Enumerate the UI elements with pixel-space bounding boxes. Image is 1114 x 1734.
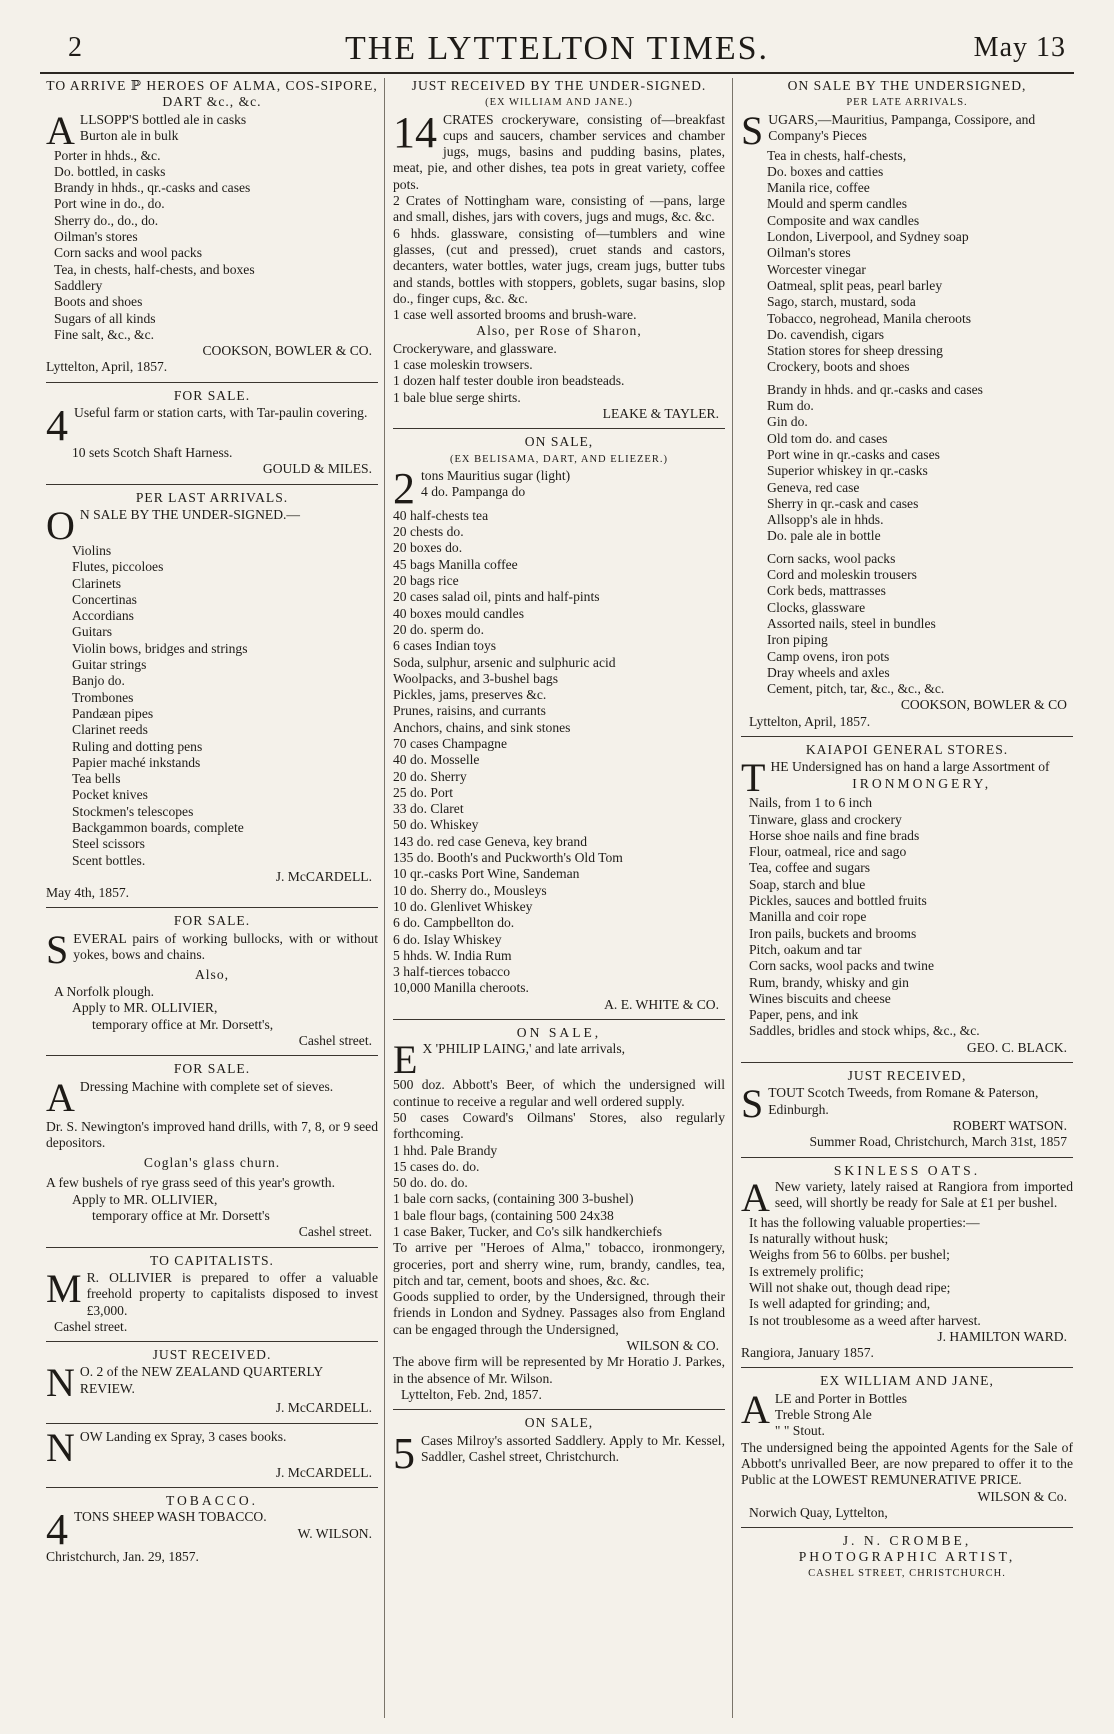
list-item: Tea, in chests, half-chests, and boxes	[54, 261, 255, 277]
column-rule	[732, 78, 733, 1718]
list-item: 1 hhd. Pale Brandy	[393, 1142, 498, 1158]
drop-cap: N	[46, 1424, 75, 1470]
list-item: Ruling and dotting pens	[72, 738, 203, 754]
ad-saddlery	[393, 1415, 725, 1478]
list-item: 3 half-tierces tobacco	[393, 964, 510, 980]
list-item: 33 do. Claret	[393, 801, 464, 817]
list-item: Violin bows, bridges and strings	[72, 640, 248, 656]
page-number: 2	[68, 32, 82, 63]
ad-heading: J. N. CROMBE,	[842, 1533, 972, 1549]
list-item: Horse shoe nails and fine brads	[749, 827, 920, 843]
ad-place-date: Norwich Quay, Lyttelton,	[749, 1504, 888, 1520]
list-item: Is well adapted for grinding; and,	[749, 1296, 931, 1312]
newspaper-title: THE LYTTELTON TIMES.	[344, 30, 770, 67]
ad-signature: J. McCARDELL.	[275, 1464, 372, 1480]
list-item: Pandæan pipes	[72, 705, 154, 721]
list-item: 1 bale blue serge shirts.	[393, 389, 521, 405]
issue-date: May 13	[973, 32, 1066, 63]
ad-text: Burton ale in bulk	[79, 127, 179, 143]
list-item: 20 do. sperm do.	[393, 621, 484, 637]
list-item: Oilman's stores	[54, 229, 138, 245]
ad-heading: SKINLESS OATS.	[833, 1162, 981, 1178]
list-item: 20 do. Sherry	[393, 768, 467, 784]
ad-heading: ON SALE BY THE UNDERSIGNED,	[787, 78, 1027, 93]
ad-text: Cashel street.	[54, 1318, 128, 1334]
ad-text: CRATES crockeryware, consisting of—breakfast cups and saucers, chamber services and chamber jugs, mugs, basins and pudding basins, plates, meat, pie, and other dishes, tea pots in great variety, coffee pots.	[393, 111, 725, 192]
ad-heading: ON SALE,	[516, 1025, 602, 1041]
list-item: 25 do. Port	[393, 784, 454, 800]
list-item: Pitch, oakum and tar	[749, 941, 862, 957]
ad-text: Also,	[194, 966, 230, 982]
ad-abbotts-ale	[741, 1373, 1073, 1521]
ad-text: The undersigned being the appointed Agents for the Sale of Abbott's unrivalled Beer, are now prepared to offer it to the Public at the LOWEST REMUNERATIVE PRICE.	[741, 1439, 1073, 1488]
list-item: Trombones	[72, 689, 134, 705]
list-item: Oilman's stores	[767, 245, 851, 261]
ad-heading: FOR SALE.	[173, 1061, 251, 1077]
ad-text: Dressing Machine with complete set of sieves.	[79, 1078, 334, 1094]
list-item: Wines biscuits and cheese	[749, 990, 891, 1006]
ad-philip-laing	[393, 1025, 725, 1403]
list-item: Accordians	[72, 608, 134, 624]
ad-text: O. 2 of the NEW ZEALAND QUARTERLY REVIEW.	[79, 1364, 323, 1396]
ad-signature: ROBERT WATSON.	[952, 1117, 1067, 1133]
list-item: 1 bale corn sacks, (containing 300 3-bushel)	[393, 1191, 634, 1207]
list-item: Scent bottles.	[72, 852, 146, 868]
ad-for-sale-carts	[46, 388, 378, 478]
list-item: Crockery, boots and shoes	[767, 359, 910, 375]
drop-cap: A	[46, 1074, 75, 1120]
list-item: Tea bells	[72, 771, 121, 787]
ad-signature: J. HAMILTON WARD.	[937, 1328, 1067, 1344]
ad-text: Coglan's glass churn.	[143, 1155, 281, 1171]
list-item: Dray wheels and axles	[767, 664, 890, 680]
ad-signature: J. McCARDELL.	[275, 1400, 372, 1416]
ad-text: Apply to MR. OLLIVIER,	[72, 1191, 218, 1207]
list-item: Oatmeal, split peas, pearl barley	[767, 277, 943, 293]
ad-text: HE Undersigned has on hand a large Assortment of	[770, 759, 1050, 775]
list-item: Corn sacks and wool packs	[54, 245, 202, 261]
list-item: 45 bags Manilla coffee	[393, 556, 518, 572]
ad-white-co	[393, 434, 725, 1013]
list-item: Port wine in do., do.	[54, 196, 165, 212]
drop-numeral: 2	[393, 463, 415, 513]
list-item: Weighs from 56 to 60lbs. per bushel;	[749, 1247, 950, 1263]
ad-text: New variety, lately raised at Rangiora from imported seed, will shortly be ready for Sale at £1 per bushel.	[774, 1178, 1073, 1211]
list-item: Pickles, jams, preserves &c.	[393, 687, 547, 703]
list-item: 1 case moleskin trowsers.	[393, 357, 533, 373]
list-item: Do. boxes and catties	[767, 163, 884, 179]
ad-heading: JUST RECEIVED,	[847, 1068, 967, 1084]
ad-signature: LEAKE & TAYLER.	[602, 405, 719, 421]
drop-cap: A	[741, 1174, 770, 1220]
ad-text: Cashel street.	[298, 1224, 372, 1240]
drop-numeral: 4	[46, 1505, 68, 1555]
drop-cap: M	[46, 1265, 82, 1311]
column-3	[741, 78, 1073, 1718]
ad-scotch-tweeds	[741, 1068, 1073, 1150]
list-item: Tea, coffee and sugars	[749, 860, 871, 876]
list-item: Paper, pens, and ink	[749, 1007, 859, 1023]
ad-text: Also, per Rose of Sharon,	[476, 323, 642, 339]
ad-text: A few bushels of rye grass seed of this year's growth.	[46, 1175, 335, 1191]
ad-subheading: (EX BELISAMA, DART, AND ELIEZER.)	[450, 453, 668, 465]
ad-heading: TOBACCO.	[165, 1493, 259, 1508]
list-item: Boots and shoes	[54, 294, 143, 310]
list-item: Will not shake out, though dead ripe;	[749, 1280, 951, 1295]
list-item: 40 do. Mosselle	[393, 752, 480, 768]
ad-tobacco	[46, 1493, 378, 1566]
ad-signature: WILSON & Co.	[977, 1488, 1067, 1504]
list-item: Port wine in qr.-casks and cases	[767, 446, 940, 462]
column-1	[46, 78, 378, 1718]
list-item: Allsopp's ale in hhds.	[767, 512, 884, 528]
ad-cookson-bowler	[741, 78, 1073, 730]
ad-text: The above firm will be represented by Mr Horatio J. Parkes, in the absence of Mr. Wilson.	[393, 1354, 725, 1386]
ad-text: TOUT Scotch Tweeds, from Romane & Paterson, Edinburgh.	[768, 1085, 1039, 1117]
ad-place-date: Rangiora, January 1857.	[741, 1345, 874, 1361]
ad-signature: COOKSON, BOWLER & CO.	[202, 343, 372, 359]
ad-heading: ON SALE,	[524, 1415, 594, 1431]
list-item: 135 do. Booth's and Puckworth's Old Tom	[393, 850, 623, 866]
list-item: Brandy in hhds., qr.-casks and cases	[54, 180, 251, 196]
ad-dressing-machine	[46, 1061, 378, 1240]
list-item: Backgammon boards, complete	[72, 819, 244, 835]
ad-text: TONS SHEEP WASH TOBACCO.	[74, 1509, 267, 1525]
list-item: Mould and sperm candles	[767, 196, 908, 212]
list-item: Flutes, piccoloes	[72, 559, 164, 575]
list-item: Gin do.	[767, 414, 808, 430]
list-item: 1 case Baker, Tucker, and Co's silk handkerchiefs	[393, 1224, 663, 1239]
list-item: Cork beds, mattrasses	[767, 583, 886, 599]
ad-heading: PER LAST ARRIVALS.	[135, 489, 289, 505]
drop-numeral: 5	[393, 1428, 415, 1478]
list-item: Do. bottled, in casks	[54, 163, 166, 179]
list-item: 2 Crates of Nottingham ware, consisting of —pans, large and small, dishes, jars with covers, jugs and mugs, &c. &c.	[393, 193, 725, 225]
ad-text: Cases Milroy's assorted Saddlery. Apply to Mr. Kessel, Saddler, Cashel street, Christchurch.	[421, 1432, 725, 1464]
list-item: 20 bags rice	[393, 573, 459, 589]
list-item: Do. pale ale in bottle	[767, 528, 881, 544]
list-item: Soap, starch and blue	[749, 876, 866, 892]
drop-cap: N	[46, 1360, 75, 1406]
list-item: Tea in chests, half-chests,	[767, 147, 907, 163]
list-item: 10 qr.-casks Port Wine, Sandeman	[393, 866, 580, 882]
ad-musical-instruments	[46, 490, 378, 902]
ad-heading: JUST RECEIVED BY THE UNDER-SIGNED.	[411, 78, 707, 93]
ad-text: Cashel street.	[298, 1032, 372, 1048]
list-item: Flour, oatmeal, rice and sago	[749, 844, 907, 860]
list-item: 1 dozen half tester double iron beadsteads.	[393, 373, 625, 389]
masthead	[40, 28, 1074, 74]
column-2	[393, 78, 725, 1718]
ad-subheading: (EX WILLIAM AND JANE.)	[485, 97, 633, 109]
ad-place-date: Lyttelton, Feb. 2nd, 1857.	[401, 1386, 542, 1402]
list-item: Saddles, bridles and stock whips, &c., &c.	[749, 1023, 980, 1039]
list-item: Sago, starch, mustard, soda	[767, 294, 916, 310]
list-item: Concertinas	[72, 591, 137, 607]
list-item: Station stores for sheep dressing	[767, 343, 943, 359]
list-item: Fine salt, &c., &c.	[54, 326, 155, 342]
drop-cap: S	[46, 926, 69, 972]
list-item: Soda, sulphur, arsenic and sulphuric acid	[393, 654, 616, 670]
list-item: Sherry in qr.-cask and cases	[767, 495, 919, 511]
ad-heading: FOR SALE.	[173, 913, 251, 929]
list-item: 143 do. red case Geneva, key brand	[393, 833, 588, 849]
ad-text: Dr. S. Newington's improved hand drills, with 7, 8, or 9 seed depositors.	[46, 1118, 378, 1150]
ad-capitalists	[46, 1253, 378, 1335]
list-item: 6 hhds. glassware, consisting of—tumblers and wine glasses, (cut and pressed), cruet stands and castors, decanters, water bottles, water jugs, cream jugs, butter tubs and stands, bottles with stoppers, goblets, sugar basins, slop do., finger cups, &c. &c.	[393, 225, 725, 306]
list-item: Is extremely prolific;	[749, 1263, 864, 1279]
ad-heading: ON SALE,	[524, 434, 594, 450]
ad-signature: J. McCARDELL.	[275, 868, 372, 884]
list-item: Is not troublesome as a weed after harvest.	[749, 1312, 981, 1328]
drop-cap: S	[741, 1081, 764, 1127]
ad-text: N SALE BY THE UNDER-SIGNED.—	[79, 506, 301, 522]
ad-text: Treble Strong Ale	[774, 1407, 872, 1423]
column-rule	[384, 78, 385, 1718]
ad-subheading: CASHEL STREET, CHRISTCHURCH.	[808, 1567, 1006, 1579]
list-item: 50 do. Whiskey	[393, 817, 479, 833]
list-item: 20 chests do.	[393, 524, 464, 540]
ad-subheading: PER LATE ARRIVALS.	[846, 97, 968, 109]
list-item: 50 cases Coward's Oilmans' Stores, also regularly forthcoming.	[393, 1109, 725, 1142]
list-item: Geneva, red case	[767, 479, 860, 495]
list-item: Corn sacks, wool packs and twine	[749, 958, 934, 974]
ad-heading: EX WILLIAM AND JANE,	[820, 1373, 994, 1389]
list-item: Brandy in hhds. and qr.-casks and cases	[767, 381, 983, 397]
ad-heading: TO CAPITALISTS.	[150, 1252, 274, 1268]
ad-kaiapoi	[741, 742, 1073, 1056]
ad-books	[46, 1424, 378, 1481]
ad-signature: GOULD & MILES.	[262, 461, 372, 477]
list-item: 500 doz. Abbott's Beer, of which the undersigned will continue to receive a regular and well ordered supply.	[393, 1077, 725, 1109]
list-item: Cement, pitch, tar, &c., &c., &c.	[767, 681, 945, 697]
list-item: Superior whiskey in qr.-casks	[767, 463, 928, 479]
list-item: Clarinet reeds	[72, 722, 148, 738]
ad-alma	[46, 78, 378, 376]
ad-text: OW Landing ex Spray, 3 cases books.	[79, 1428, 287, 1444]
drop-numeral: 4	[46, 401, 68, 451]
list-item: Composite and wax candles	[767, 212, 920, 228]
ad-signature: W. WILSON.	[297, 1525, 372, 1541]
list-item: Corn sacks, wool packs	[767, 550, 896, 566]
list-item: Rum, brandy, whisky and gin	[749, 974, 909, 990]
list-item: London, Liverpool, and Sydney soap	[767, 229, 969, 245]
list-item: Camp ovens, iron pots	[767, 648, 890, 664]
ad-crockery	[393, 78, 725, 422]
drop-cap: T	[741, 755, 766, 801]
ad-text: temporary office at Mr. Dorsett's,	[92, 1016, 274, 1032]
list-item: Pocket knives	[72, 787, 148, 803]
list-item: Guitars	[72, 624, 113, 640]
ad-heading: KAIAPOI GENERAL STORES.	[805, 741, 1009, 757]
list-item: 15 cases do. do.	[393, 1158, 480, 1174]
ad-text: To arrive per "Heroes of Alma," tobacco, ironmongery, groceries, port and sherry wine, rum, brandy, candles, tea, pitch and tar, cement, boots and shoes, &c. &c.	[393, 1240, 725, 1288]
list-item: 5 hhds. W. India Rum	[393, 947, 512, 963]
ad-text: 10 sets Scotch Shaft Harness.	[72, 445, 233, 461]
list-item: 10,000 Manilla cheroots.	[393, 980, 529, 996]
ad-place-date: Summer Road, Christchurch, March 31st, 1857	[809, 1134, 1067, 1150]
list-item: 40 half-chests tea	[393, 507, 489, 523]
drop-cap: A	[741, 1386, 770, 1432]
ad-place-date: May 4th, 1857.	[46, 885, 130, 901]
drop-numeral: 14	[393, 107, 437, 157]
list-item: Violins	[72, 542, 112, 558]
ad-signature: GEO. C. BLACK.	[966, 1039, 1067, 1055]
ad-text: R. OLLIVIER is prepared to offer a valuable freehold property to capitalists disposed to invest £3,000.	[86, 1269, 378, 1318]
list-item: Clocks, glassware	[767, 599, 866, 615]
list-item: Clarinets	[72, 575, 122, 591]
ad-text: A Norfolk plough.	[54, 984, 155, 1000]
ad-text: IRONMONGERY,	[852, 775, 992, 791]
list-item: 20 cases salad oil, pints and half-pints	[393, 589, 600, 605]
list-item: Assorted nails, steel in bundles	[767, 615, 936, 631]
ad-bullocks	[46, 913, 378, 1049]
ad-skinless-oats	[741, 1163, 1073, 1362]
ad-heading: TO ARRIVE ℙ HEROES OF ALMA, COS-SIPORE, DART &c., &c.	[46, 78, 378, 110]
list-item: 6 do. Campbellton do.	[393, 915, 515, 931]
ad-text: It has the following valuable properties:—	[749, 1214, 980, 1230]
ad-quarterly-review	[46, 1347, 378, 1417]
ad-text: tons Mauritius sugar (light)	[421, 467, 571, 483]
ad-text: Goods supplied to order, by the Undersigned, through their friends in London and Sydney. Passages also from England can be engaged through the Undersigned,	[393, 1289, 725, 1337]
ad-photographer	[741, 1533, 1073, 1582]
list-item: Nails, from 1 to 6 inch	[749, 795, 873, 811]
list-item: Do. cavendish, cigars	[767, 326, 885, 342]
ad-text: UGARS,—Mauritius, Pampanga, Cossipore, and Company's Pieces	[768, 111, 1036, 143]
list-item: Sugars of all kinds	[54, 310, 156, 326]
list-item: Saddlery	[54, 277, 103, 293]
list-item: Anchors, chains, and sink stones	[393, 719, 571, 735]
drop-cap: A	[46, 107, 75, 153]
list-item: Iron piping	[767, 632, 828, 648]
ad-signature: COOKSON, BOWLER & CO	[900, 697, 1067, 713]
list-item: Old tom do. and cases	[767, 430, 888, 446]
list-item: 6 cases Indian toys	[393, 638, 497, 654]
list-item: 10 do. Glenlivet Whiskey	[393, 898, 533, 914]
list-item: 10 do. Sherry do., Mousleys	[393, 882, 547, 898]
ad-text: Useful farm or station carts, with Tar-paulin covering.	[74, 405, 368, 421]
list-item: Worcester vinegar	[767, 261, 866, 277]
list-item: Pickles, sauces and bottled fruits	[749, 893, 927, 909]
list-item: Tobacco, negrohead, Manila cheroots	[767, 310, 972, 326]
list-item: Prunes, raisins, and currants	[393, 703, 546, 719]
ad-text: 4 do. Pampanga do	[421, 484, 526, 500]
ad-text: " " Stout.	[774, 1423, 825, 1439]
ad-heading: JUST RECEIVED.	[152, 1347, 272, 1363]
list-item: Guitar strings	[72, 657, 147, 673]
list-item: Porter in hhds., &c.	[54, 147, 161, 163]
ad-place-date: Lyttelton, April, 1857.	[46, 359, 168, 375]
list-item: Tinware, glass and crockery	[749, 811, 902, 827]
ad-text: temporary office at Mr. Dorsett's	[92, 1208, 270, 1224]
list-item: Papier maché inkstands	[72, 754, 201, 770]
list-item: Is naturally without husk;	[749, 1231, 889, 1247]
list-item: 70 cases Champagne	[393, 735, 508, 751]
list-item: 1 bale flour bags, (containing 500 24x38	[393, 1207, 614, 1223]
drop-cap: E	[393, 1037, 418, 1083]
list-item: Woolpacks, and 3-bushel bags	[393, 670, 559, 686]
ad-text: EVERAL pairs of working bullocks, with or without yokes, bows and chains.	[73, 930, 378, 963]
ad-place-date: Lyttelton, April, 1857.	[749, 713, 871, 729]
ad-signature: WILSON & CO.	[626, 1338, 719, 1354]
ad-text: LLSOPP'S bottled ale in casks	[79, 111, 247, 127]
ad-place-date: Christchurch, Jan. 29, 1857.	[46, 1549, 199, 1565]
ad-signature: A. E. WHITE & CO.	[604, 996, 719, 1012]
drop-cap: S	[741, 107, 764, 153]
list-item: Manilla and coir rope	[749, 909, 867, 925]
drop-cap: O	[46, 502, 75, 548]
list-item: 1 case well assorted brooms and brush-ware.	[393, 307, 637, 323]
ad-text: X 'PHILIP LAING,' and late arrivals,	[422, 1041, 626, 1057]
list-item: 50 do. do. do.	[393, 1175, 468, 1191]
ad-text: Apply to MR. OLLIVIER,	[72, 1000, 218, 1016]
list-item: Stockmen's telescopes	[72, 803, 194, 819]
list-item: 20 boxes do.	[393, 540, 463, 556]
ad-text: LE and Porter in Bottles	[774, 1390, 908, 1406]
list-item: 6 do. Islay Whiskey	[393, 931, 502, 947]
list-item: Banjo do.	[72, 673, 125, 689]
list-item: Manila rice, coffee	[767, 180, 870, 196]
list-item: Steel scissors	[72, 836, 145, 852]
list-item: Sherry do., do., do.	[54, 212, 159, 228]
list-item: Rum do.	[767, 398, 814, 414]
list-item: Cord and moleskin trousers	[767, 567, 917, 583]
list-item: 40 boxes mould candles	[393, 605, 525, 621]
ad-text: PHOTOGRAPHIC ARTIST,	[798, 1549, 1016, 1565]
list-item: Iron pails, buckets and brooms	[749, 925, 917, 941]
list-item: Crockeryware, and glassware.	[393, 340, 557, 356]
ad-heading: FOR SALE.	[173, 387, 251, 403]
